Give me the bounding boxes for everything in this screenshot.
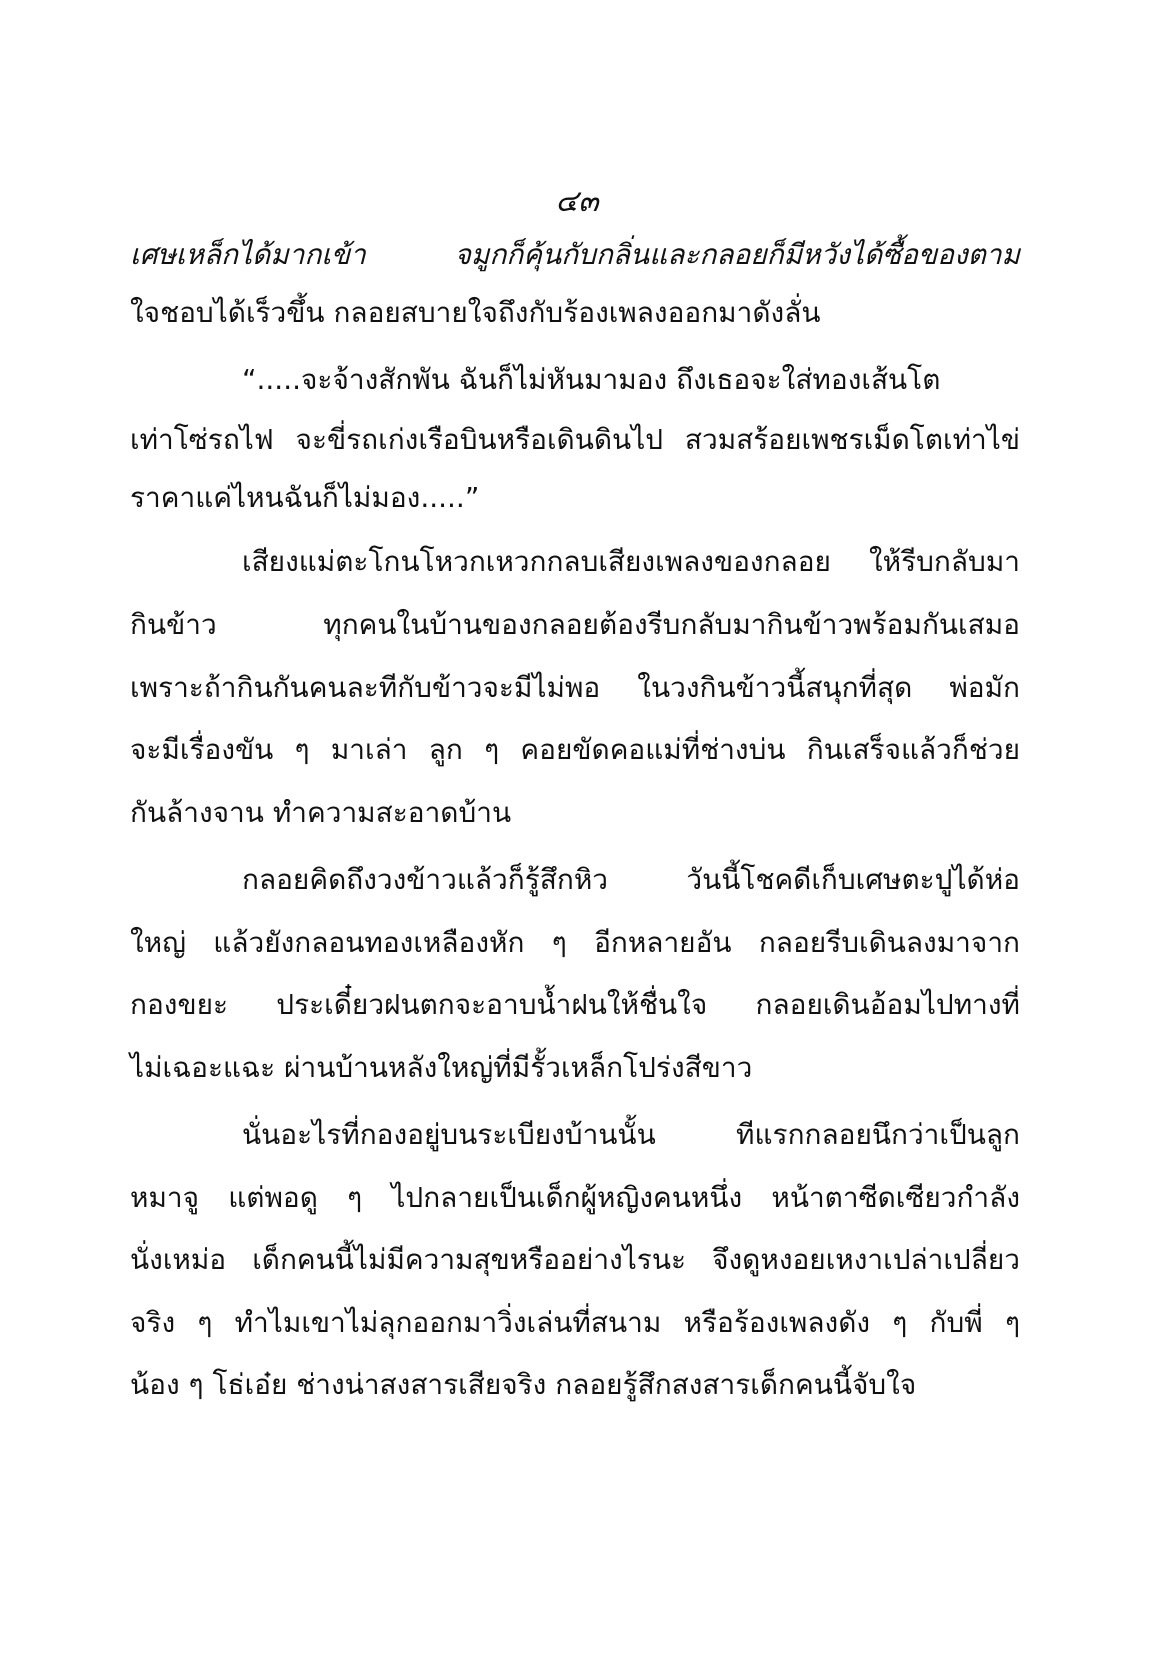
text-line: ไม่เฉอะแฉะ ผ่านบ้านหลังใหญ่ที่มีรั้วเหล็กโปร่งสีขาว (130, 1051, 753, 1084)
text-line: เสียงแม่ตะโกนโหวกเหวกกลบเสียงเพลงของกลอย ให้รีบกลับมา (242, 545, 1020, 578)
text-line: ใหญ่ แล้วยังกลอนทองเหลืองหัก ๆ อีกหลายอัน กลอยรีบเดินลงมาจาก (130, 926, 1020, 959)
text-line: กันล้างจาน ทำความสะอาดบ้าน (130, 796, 512, 829)
text-line: ใจชอบได้เร็วขึ้น กลอยสบายใจถึงกับร้องเพลงออกมาดังลั่น (130, 296, 821, 329)
text-line: จะมีเรื่องขัน ๆ มาเล่า ลูก ๆ คอยขัดคอแม่ที่ช่างบ่น กินเสร็จแล้วก็ช่วย (130, 733, 1020, 766)
page-number: ๔๓ (555, 184, 599, 219)
text-line: เศษเหล็กได้มากเข้า จมูกก็คุ้นกับกลิ่นและกลอยก็มีหวังได้ซื้อของตาม (130, 238, 1020, 271)
text-line: กองขยะ ประเดี๋ยวฝนตกจะอาบน้ำฝนให้ชื่นใจ กลอยเดินอ้อมไปทางที่ (130, 988, 1020, 1021)
text-line: นั่นอะไรที่กองอยู่บนระเบียงบ้านนั้น ทีแรกกลอยนึกว่าเป็นลูก (242, 1118, 1020, 1151)
text-line: “.....จะจ้างสักพัน ฉันก็ไม่หันมามอง ถึงเธอจะใส่ทองเส้นโต (242, 363, 941, 396)
text-line: เพราะถ้ากินกันคนละทีกับข้าวจะมีไม่พอ ในวงกินข้าวนี้สนุกที่สุด พ่อมัก (130, 671, 1020, 704)
text-line: จริง ๆ ทำไมเขาไม่ลุกออกมาวิ่งเล่นที่สนาม หรือร้องเพลงดัง ๆ กับพี่ ๆ (130, 1306, 1020, 1339)
text-line: เท่าโซ่รถไฟ จะขี่รถเก่งเรือบินหรือเดินดินไป สวมสร้อยเพชรเม็ดโตเท่าไข่ (130, 423, 1020, 456)
text-line: กลอยคิดถึงวงข้าวแล้วก็รู้สึกหิว วันนี้โชคดีเก็บเศษตะปูได้ห่อ (242, 863, 1020, 896)
text-line: นั่งเหม่อ เด็กคนนี้ไม่มีความสุขหรืออย่างไรนะ จึงดูหงอยเหงาเปล่าเปลี่ยว (130, 1243, 1020, 1276)
text-line: ราคาแค่ไหนฉันก็ไม่มอง.....” (130, 481, 480, 514)
text-line: น้อง ๆ โธ่เอ๋ย ช่างน่าสงสารเสียจริง กลอยรู้สึกสงสารเด็กคนนี้จับใจ (130, 1368, 917, 1401)
text-line: กินข้าว ทุกคนในบ้านของกลอยต้องรีบกลับมากินข้าวพร้อมกันเสมอ (130, 608, 1020, 641)
text-line: หมาจู แต่พอดู ๆ ไปกลายเป็นเด็กผู้หญิงคนหนึ่ง หน้าตาซีดเซียวกำลัง (130, 1181, 1020, 1214)
